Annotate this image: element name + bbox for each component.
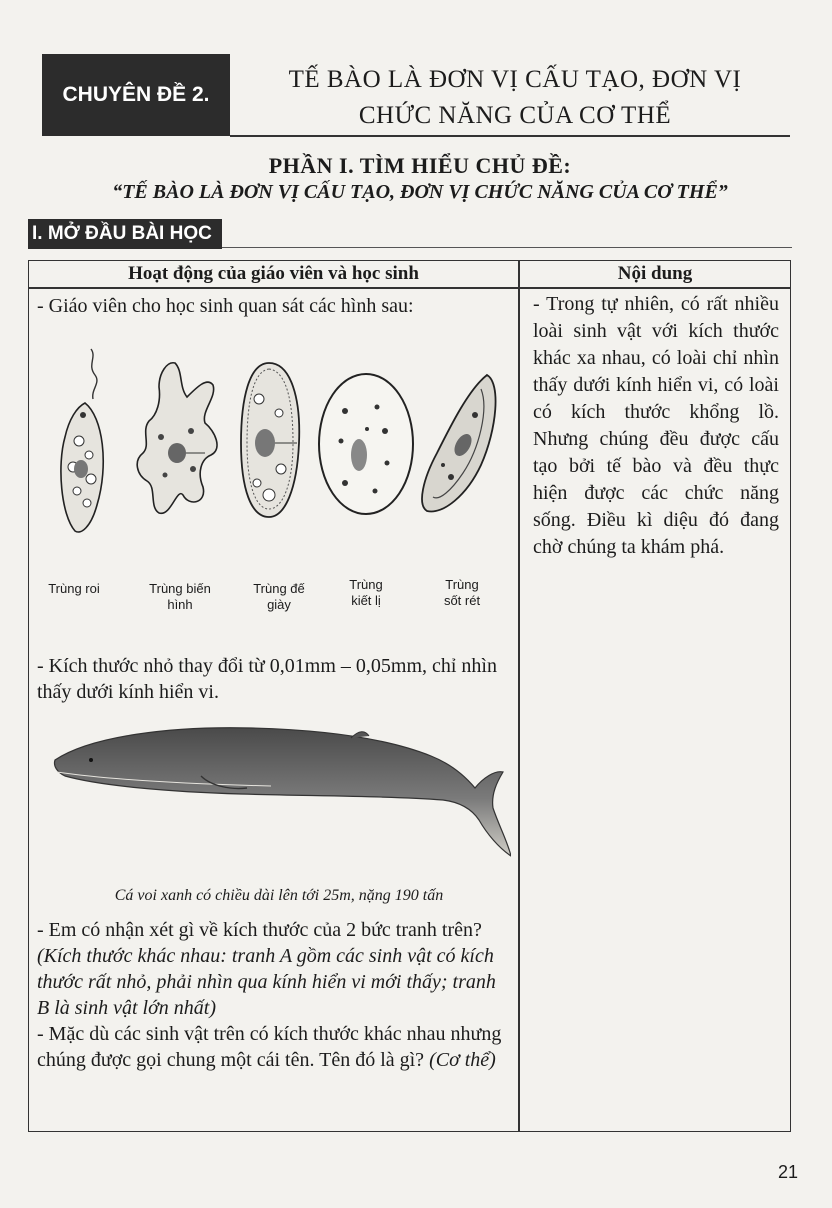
header-row-divider: [29, 287, 790, 289]
content-paragraph: - Trong tự nhiên, có rất nhiều loài sinh vật với kích thước khác xa nhau, có loài chỉ nhìn thấy dưới kính hiển vi, có loài có kích thước khổng lồ. Nhưng chúng đều được cấu tạo bởi tế bào và đều thực hiện được các chức năng sống. Điều kì diệu đó đang chờ chúng ta khám phá.: [533, 293, 779, 558]
section-heading: I. MỞ ĐẦU BÀI HỌC: [28, 219, 222, 249]
label-plasmodium: Trùng sốt rét: [443, 577, 481, 608]
part-title: PHẦN I. TÌM HIỂU CHỦ ĐỀ:: [268, 153, 572, 178]
amoeba-illustration: [131, 357, 225, 527]
answer-2: (Cơ thể): [429, 1049, 496, 1071]
chapter-title-line1: TẾ BÀO LÀ ĐƠN VỊ CẤU TẠO, ĐƠN VỊ: [288, 66, 742, 93]
lesson-table: [28, 260, 791, 1132]
question-2: - Mặc dù các sinh vật trên có kích thước khác nhau nhưng chúng được gọi chung một cái tên. Tên đó là gì?: [37, 1023, 502, 1071]
chapter-title-line2: CHỨC NĂNG CỦA CƠ THỂ: [358, 102, 672, 129]
plasmodium-illustration: [417, 369, 503, 519]
discussion-questions: [37, 917, 511, 1073]
intro-text: - Giáo viên cho học sinh quan sát các hình sau:: [37, 295, 414, 317]
label-dysentery-amoeba: Trùng kiết lị: [349, 577, 383, 608]
whale-caption: Cá voi xanh có chiều dài lên tới 25m, nặng 190 tấn: [114, 887, 444, 904]
blue-whale-illustration: [51, 716, 511, 876]
label-euglena: Trùng roi: [48, 581, 100, 596]
header-divider: [230, 135, 790, 137]
column-header-activities: Hoạt động của giáo viên và học sinh: [128, 263, 419, 284]
question-1: - Em có nhận xét gì về kích thước của 2 bức tranh trên?: [37, 919, 482, 941]
column-header-content: Nội dung: [617, 263, 693, 284]
label-amoeba: Trùng biến hình: [149, 581, 211, 612]
dysentery-amoeba-illustration: [315, 371, 417, 517]
chapter-label: CHUYÊN ĐỀ 2.: [42, 54, 230, 136]
part-subtitle: “TẾ BÀO LÀ ĐƠN VỊ CẤU TẠO, ĐƠN VỊ CHỨC NĂNG CỦA CƠ THỂ”: [112, 181, 728, 203]
page-number: 21: [777, 1162, 798, 1182]
section-divider: [222, 247, 792, 248]
paramecium-illustration: [235, 359, 305, 523]
answer-1: (Kích thước khác nhau: tranh A gồm các sinh vật có kích thước rất nhỏ, phải nhìn qua kính hiển vi mới thấy; tranh B là sinh vật lớn nhất): [37, 945, 496, 1019]
size-note: - Kích thước nhỏ thay đổi từ 0,01mm – 0,05mm, chỉ nhìn thấy dưới kính hiển vi.: [37, 655, 497, 703]
label-paramecium: Trùng đế giày: [253, 581, 305, 612]
column-divider: [518, 261, 520, 1131]
chapter-title: [235, 62, 795, 134]
euglena-illustration: [51, 345, 115, 545]
